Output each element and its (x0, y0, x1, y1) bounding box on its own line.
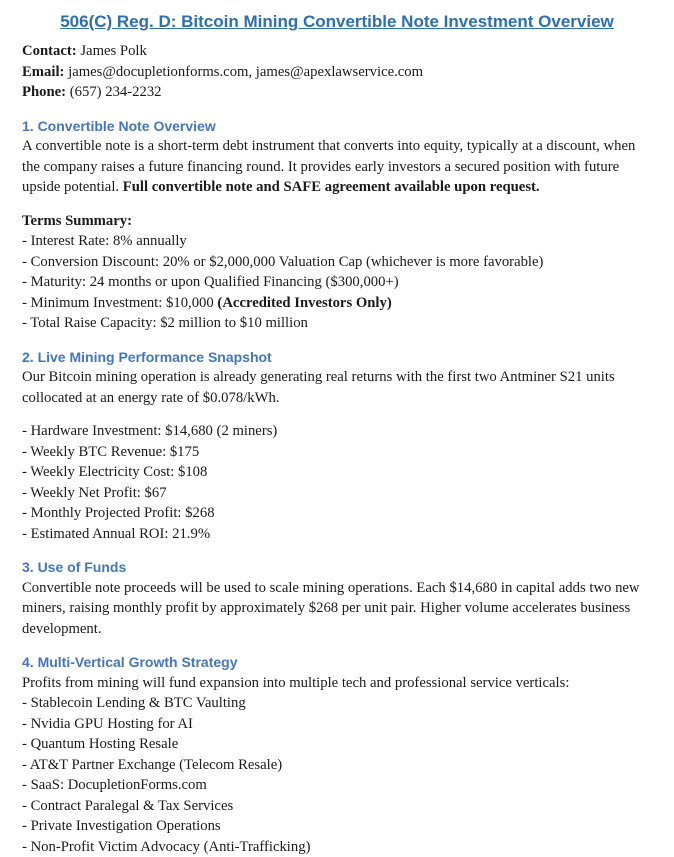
email-line (22, 62, 652, 83)
section-heading: 2. Live Mining Performance Snapshot (22, 348, 272, 365)
section-use-of-funds (22, 557, 652, 639)
vertical-item: - Non-Profit Victim Advocacy (Anti-Trafficking) (22, 838, 311, 855)
vertical-item: - SaaS: DocupletionForms.com (22, 777, 207, 793)
document-title: 506(C) Reg. D: Bitcoin Mining Convertible Note Investment Overview (60, 12, 614, 31)
section-multi-vertical-growth (22, 652, 652, 857)
paragraph: Convertible note proceeds will be used to scale mining operations. Each $14,680 in capital adds two new miners, raising monthly profit by approximately $268 per unit pair. Higher volume accelerates business development. (22, 579, 640, 637)
term-item: - Interest Rate: 8% annually (22, 233, 187, 249)
vertical-item: - Quantum Hosting Resale (22, 736, 179, 752)
section-convertible-note-overview (22, 116, 652, 334)
stat-item: - Monthly Projected Profit: $268 (22, 505, 215, 521)
section-heading: 4. Multi-Vertical Growth Strategy (22, 654, 238, 670)
vertical-item: - AT&T Partner Exchange (Telecom Resale) (22, 756, 283, 773)
section-heading: 1. Convertible Note Overview (22, 117, 216, 134)
term-item: - Conversion Discount: 20% or $2,000,000 Valuation Cap (whichever is more favorable) (22, 253, 544, 270)
phone-line (22, 82, 652, 103)
email-value: james@docupletionforms.com, james@apexlawservice.com (68, 63, 424, 80)
paragraph: Profits from mining will fund expansion into multiple tech and professional service verticals: (22, 674, 570, 691)
term-item: - Total Raise Capacity: $2 million to $10 million (22, 315, 308, 331)
stat-item: - Estimated Annual ROI: 21.9% (22, 525, 211, 542)
section-heading: 3. Use of Funds (22, 559, 127, 575)
contact-line (22, 41, 652, 62)
contact-label: Contact: (22, 43, 77, 59)
paragraph-text: A convertible note is a short-term debt instrument that converts into equity, typically at a discount, when the company raises a future financing round. It provides early investors a secured position with future upside potential. (22, 138, 636, 195)
terms-summary-label: Terms Summary: (22, 212, 133, 229)
term-item-text: - Minimum Investment: $10,000 (22, 294, 218, 311)
term-item: - Maturity: 24 months or upon Qualified Financing ($300,000+) (22, 274, 399, 290)
stat-item: - Weekly Net Profit: $67 (22, 484, 167, 501)
mining-stats-list (22, 421, 652, 544)
phone-label: Phone: (22, 84, 67, 100)
stat-item: - Weekly BTC Revenue: $175 (22, 443, 200, 460)
vertical-item: - Stablecoin Lending & BTC Vaulting (22, 695, 246, 711)
paragraph (22, 136, 652, 198)
paragraph: Our Bitcoin mining operation is already generating real returns with the first two Antminer S21 units collocated at an energy rate of $0.078/kWh. (22, 369, 615, 406)
contact-block (22, 41, 652, 103)
term-item (22, 293, 652, 314)
stat-item: - Hardware Investment: $14,680 (2 miners) (22, 423, 278, 439)
stat-item: - Weekly Electricity Cost: $108 (22, 464, 208, 480)
vertical-item: - Private Investigation Operations (22, 818, 221, 834)
vertical-item: - Contract Paralegal & Tax Services (22, 797, 234, 814)
vertical-item: - Nvidia GPU Hosting for AI (22, 715, 193, 732)
term-item-bold-text: (Accredited Investors Only) (217, 294, 392, 311)
contact-value: James Polk (80, 43, 147, 59)
email-label: Email: (22, 63, 65, 80)
section-live-mining-performance (22, 347, 652, 545)
paragraph-bold-text: Full convertible note and SAFE agreement available upon request. (122, 179, 540, 195)
phone-value: (657) 234-2232 (69, 84, 162, 100)
